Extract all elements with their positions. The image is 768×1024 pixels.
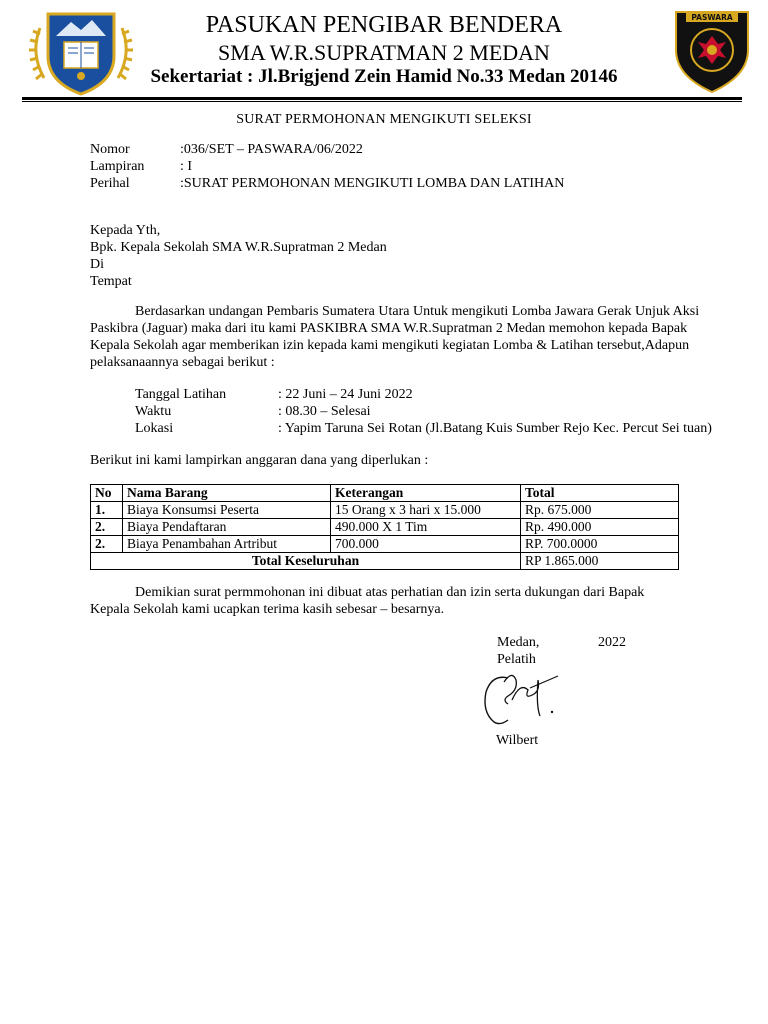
meta-value-perihal: :SURAT PERMOHONAN MENGIKUTI LOMBA DAN LATIHAN xyxy=(180,176,565,191)
letter-title: SURAT PERMOHONAN MENGIKUTI SELEKSI xyxy=(236,112,532,127)
cell-total: Rp. 490.000 xyxy=(521,519,679,536)
table-header-row xyxy=(91,485,679,502)
body-line: Paskibra (Jaguar) maka dari itu kami PASKIBRA SMA W.R.Supratman 2 Medan memohon kepada Bapak xyxy=(90,321,688,336)
cell-total: RP. 700.0000 xyxy=(521,536,679,553)
recipient-line: Bpk. Kepala Sekolah SMA W.R.Supratman 2 Medan xyxy=(90,240,387,255)
cell-no: 2. xyxy=(91,536,123,553)
detail-value-waktu: : 08.30 – Selesai xyxy=(278,404,371,419)
signature-year: 2022 xyxy=(598,635,626,650)
handwritten-signature xyxy=(478,660,568,740)
recipient-line: Di xyxy=(90,257,104,272)
signature-role: Pelatih xyxy=(497,652,536,667)
meta-value-lampiran: : I xyxy=(180,159,193,174)
closing-line: Demikian surat permmohonan ini dibuat atas perhatian dan izin serta dukungan dari Bapak xyxy=(135,585,645,600)
col-header-nama-barang: Nama Barang xyxy=(123,485,331,502)
cell-note: 700.000 xyxy=(331,536,521,553)
detail-label-lokasi: Lokasi xyxy=(135,421,174,436)
closing-line: Kepala Sekolah kami ucapkan terima kasih sebesar – besarnya. xyxy=(90,602,445,617)
table-row xyxy=(91,519,679,536)
table-row xyxy=(91,502,679,519)
org-name: PASUKAN PENGIBAR BENDERA xyxy=(205,12,563,38)
body-line: Kepala Sekolah agar memberikan izin kepada kami mengikuti kegiatan Lomba & Latihan tersebut,Adapun xyxy=(90,338,690,353)
recipient-line: Kepada Yth, xyxy=(90,223,161,238)
header-divider-thick xyxy=(22,97,742,100)
budget-intro: Berikut ini kami lampirkan anggaran dana yang diperlukan : xyxy=(90,453,429,468)
detail-label-waktu: Waktu xyxy=(135,404,172,419)
cell-note: 15 Orang x 3 hari x 15.000 xyxy=(331,502,521,519)
budget-table xyxy=(90,484,679,570)
cell-total: Rp. 675.000 xyxy=(521,502,679,519)
table-total-row xyxy=(91,553,679,570)
detail-value-tanggal: : 22 Juni – 24 Juni 2022 xyxy=(278,387,413,402)
cell-no: 2. xyxy=(91,519,123,536)
recipient-line: Tempat xyxy=(90,274,132,289)
address: Sekertariat : Jl.Brigjend Zein Hamid No.33 Medan 20146 xyxy=(150,66,618,87)
cell-item: Biaya Penambahan Artribut xyxy=(123,536,331,553)
col-header-no: No xyxy=(91,485,123,502)
paswara-logo xyxy=(672,4,752,94)
cell-item: Biaya Pendaftaran xyxy=(123,519,331,536)
school-name: SMA W.R.SUPRATMAN 2 MEDAN xyxy=(218,40,550,65)
col-header-keterangan: Keterangan xyxy=(331,485,521,502)
detail-value-lokasi: : Yapim Taruna Sei Rotan (Jl.Batang Kuis Sumber Rejo Kec. Percut Sei tuan) xyxy=(278,421,712,436)
meta-value-nomor: :036/SET – PASWARA/06/2022 xyxy=(180,142,363,157)
cell-note: 490.000 X 1 Tim xyxy=(331,519,521,536)
meta-label-perihal: Perihal xyxy=(90,176,130,191)
total-label: Total Keseluruhan xyxy=(91,553,521,570)
body-line: pelaksanaannya sebagai berikut : xyxy=(90,355,275,370)
signature-city: Medan, xyxy=(497,635,540,650)
header-divider-thin xyxy=(22,101,742,102)
svg-text:PASWARA: PASWARA xyxy=(691,13,733,22)
meta-label-lampiran: Lampiran xyxy=(90,159,145,174)
meta-label-nomor: Nomor xyxy=(90,142,130,157)
col-header-total: Total xyxy=(521,485,679,502)
total-value: RP 1.865.000 xyxy=(521,553,679,570)
detail-label-tanggal: Tanggal Latihan xyxy=(135,387,227,402)
signature-name: Wilbert xyxy=(496,733,539,748)
table-row xyxy=(91,536,679,553)
body-line: Berdasarkan undangan Pembaris Sumatera Utara Untuk mengikuti Lomba Jawara Gerak Unjuk Aksi xyxy=(135,304,700,319)
cell-no: 1. xyxy=(91,502,123,519)
cell-item: Biaya Konsumsi Peserta xyxy=(123,502,331,519)
